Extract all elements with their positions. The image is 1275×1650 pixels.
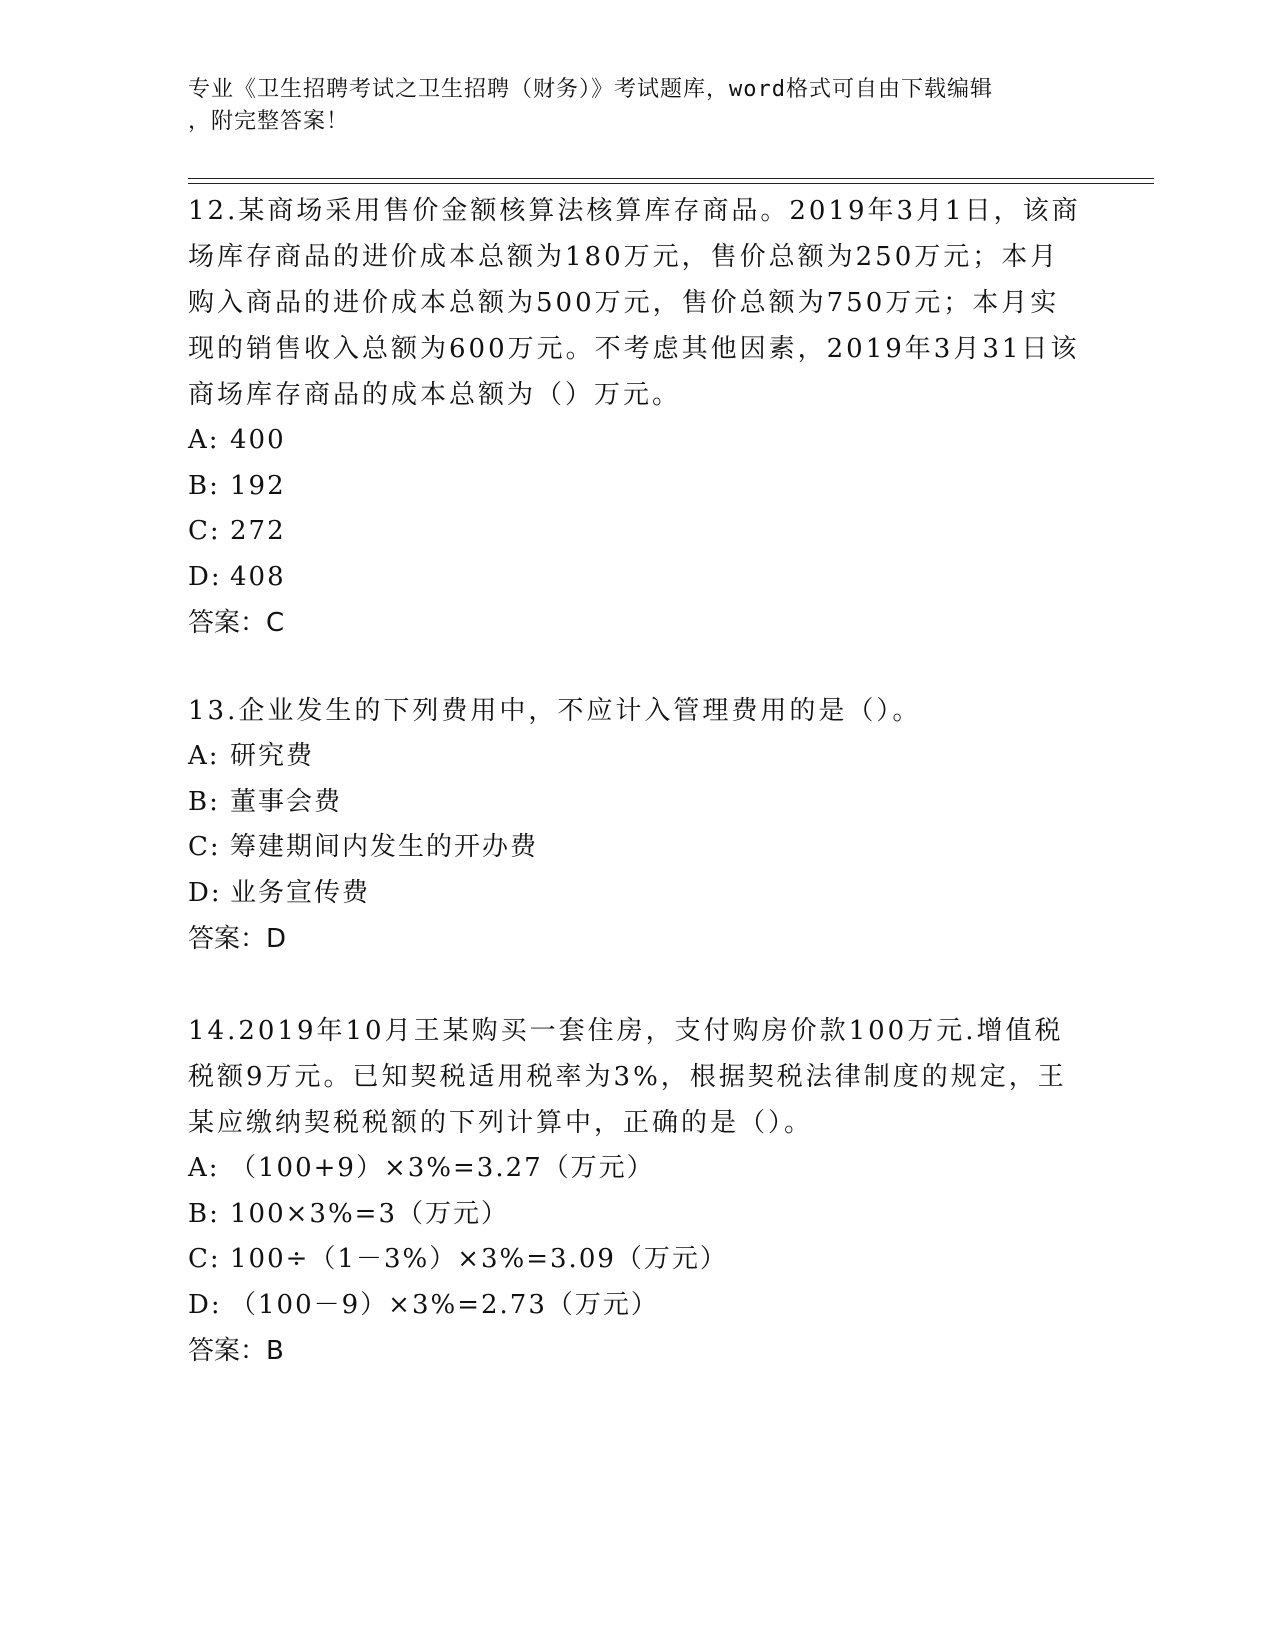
- question-13: [188, 688, 1088, 962]
- option-letter: D:: [188, 561, 222, 592]
- question-stem: 14.2019年10月王某购买一套住房，支付购房价款100万元.增值税税额9万元。已知契税适用税率为3%，根据契税法律制度的规定，王某应缴纳契税税额的下列计算中，正确的是（）。: [188, 1016, 1067, 1138]
- answer-line: 答案：C: [188, 608, 285, 638]
- header-divider-bottom: [188, 183, 1154, 184]
- option-text: 筹建期间内发生的开办费: [230, 832, 539, 862]
- option-d: [188, 555, 1088, 601]
- option-letter: C:: [188, 1244, 221, 1274]
- answer-line: 答案：B: [188, 1336, 284, 1366]
- option-letter: A:: [188, 425, 220, 455]
- option-a: [188, 1146, 1088, 1192]
- option-text: 192: [230, 470, 286, 501]
- option-letter: D:: [188, 877, 222, 908]
- option-letter: A:: [188, 741, 220, 771]
- option-letter: D:: [188, 1289, 222, 1320]
- option-text: 100÷（1－3%）×3%=3.09（万元）: [230, 1244, 728, 1274]
- option-c: [188, 509, 1088, 555]
- option-a: [188, 734, 1088, 780]
- option-text: 408: [230, 561, 286, 592]
- option-text: （100+9）×3%=3.27（万元）: [230, 1153, 655, 1183]
- question-14: [188, 1008, 1088, 1374]
- option-letter: B:: [188, 1198, 220, 1229]
- question-stem: 13.企业发生的下列费用中，不应计入管理费用的是（）。: [188, 696, 922, 726]
- option-letter: B:: [188, 786, 220, 817]
- option-b: [188, 464, 1088, 510]
- option-letter: C:: [188, 832, 221, 862]
- option-text: 业务宣传费: [230, 877, 371, 908]
- option-d: [188, 1283, 1088, 1329]
- option-text: 100×3%=3（万元）: [230, 1198, 509, 1229]
- header-line-1: 专业《卫生招聘考试之卫生招聘（财务）》考试题库，word格式可自由下载编辑: [188, 77, 993, 102]
- document-header: [188, 74, 1088, 138]
- answer-line: 答案：D: [188, 924, 287, 954]
- option-c: [188, 1237, 1088, 1283]
- option-d: [188, 871, 1088, 917]
- option-letter: B:: [188, 470, 220, 501]
- question-12: [188, 188, 1088, 646]
- header-divider-top: [188, 178, 1154, 179]
- option-a: [188, 418, 1088, 464]
- option-letter: A:: [188, 1153, 220, 1183]
- option-text: 272: [230, 516, 286, 546]
- option-b: [188, 780, 1088, 826]
- header-line-2: ，附完整答案！: [188, 109, 350, 134]
- option-text: （100－9）×3%=2.73（万元）: [230, 1289, 659, 1320]
- question-stem: 12.某商场采用售价金额核算法核算库存商品。2019年3月1日，该商场库存商品的进价成本总额为180万元，售价总额为250万元；本月购入商品的进价成本总额为500万元，售价总额为750万元；本月实现的销售收入总额为600万元。不考虑其他因素，2019年3月31日该商场库存商品的成本总额为（）万元。: [188, 196, 1081, 410]
- option-text: 400: [230, 425, 286, 455]
- option-text: 董事会费: [230, 786, 343, 817]
- option-letter: C:: [188, 516, 221, 546]
- option-c: [188, 825, 1088, 871]
- option-b: [188, 1192, 1088, 1238]
- option-text: 研究费: [230, 741, 315, 771]
